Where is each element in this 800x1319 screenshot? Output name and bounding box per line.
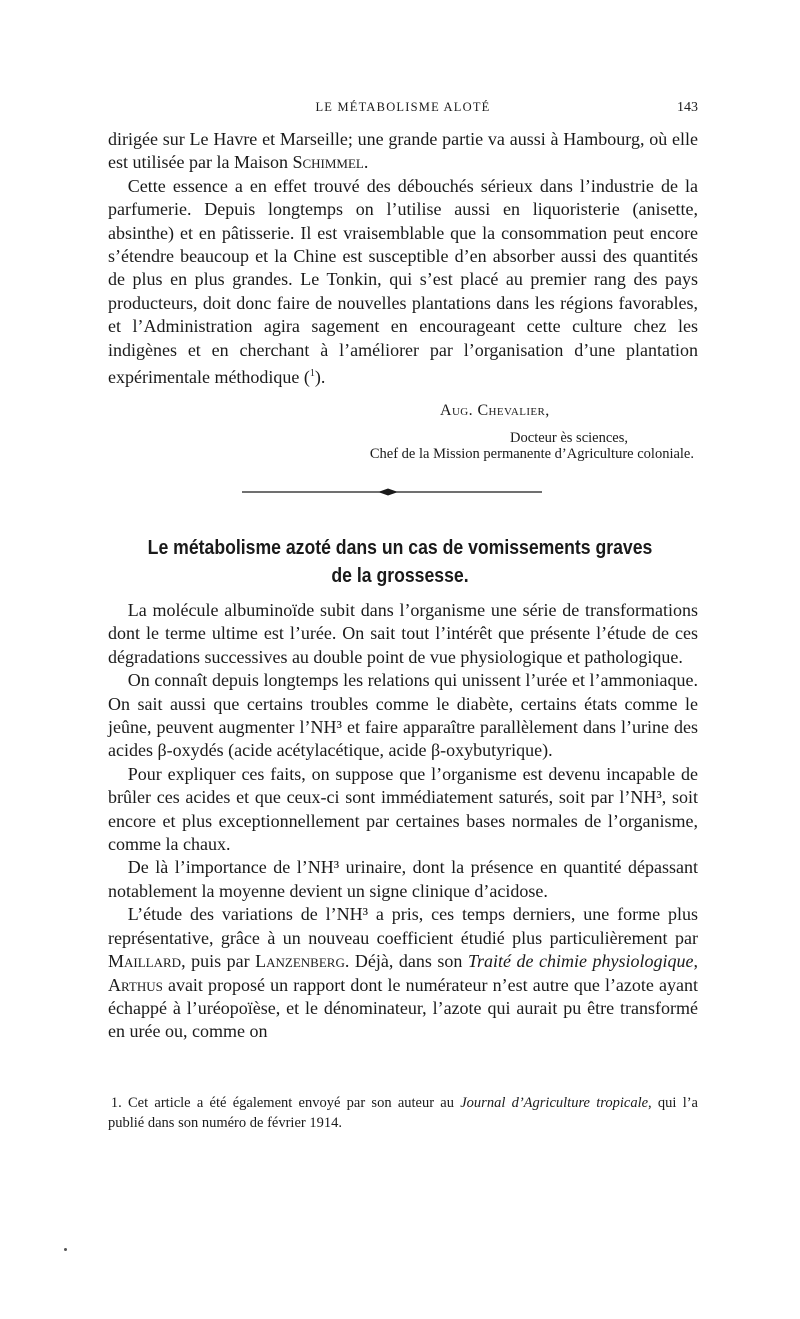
text-run: , puis par (181, 951, 256, 972)
article-title (133, 534, 666, 590)
paragraph: On connaît depuis longtemps les relations qui unissent l’urée et l’ammoniaque. On sait aussi que certains troubles comme le diabète, certains états comme le jeûne, peuvent augmenter l’NH³ et faire apparaître parallèlement dans l’urine des acides β-oxydés (acide acétylacétique, acide β-oxybutyrique). (108, 670, 698, 761)
print-speck (64, 1248, 67, 1251)
author-affiliation: Chef de la Mission permanente d’Agriculture coloniale. (369, 446, 694, 462)
footnote (108, 1093, 698, 1133)
paragraph (108, 128, 698, 175)
text-run: . Déjà, dans son (344, 951, 468, 972)
paragraph: De là l’importance de l’NH³ urinaire, dont la présence en quantité dépassant notablement la moyenne devient un signe clinique d’acidose. (108, 857, 698, 901)
paragraph: La molécule albuminoïde subit dans l’organisme une série de transformations dont le terme ultime est l’urée. On sait tout l’intérêt que présente l’étude de ces dégradations successives au double point de vue physiologique et pathologique. (108, 600, 698, 667)
text-run: Cette essence a en effet trouvé des débouchés sérieux dans l’industrie de la parfumerie. Depuis longtemps on l’utilise aussi en liquoristerie (anisette, absinthe) et en pâtisserie. Il est vraisemblable que la consommation peut encore s’étendre beaucoup et la Chine est susceptible d’en absorber aussi des quantités de plus en plus grandes. Le Tonkin, qui s’est placé au premier rang des pays producteurs, doit donc faire de nouvelles plantations dans les régions favorables, et l’Administration agira sagement en encourageant cette culture chez les indigènes et en cherchant à l’améliorer par l’organisation d’une plantation expérimentale méthodique ( (108, 175, 698, 388)
paragraph (108, 175, 698, 390)
section-divider-ornament (242, 484, 542, 500)
text-run: dirigée sur Le Havre et Marseille; une grande partie va aussi à Hambourg, où elle est utilisée par la Maison (108, 129, 698, 173)
footnote-marker[interactable]: 1 (309, 368, 315, 380)
running-header (108, 100, 698, 120)
text-run: L’étude des variations de l’NH³ a pris, ces temps derniers, une forme plus représentative, grâce à un nouveau coefficient étudié plus particulièrement par (108, 904, 698, 948)
article-body (108, 599, 698, 1044)
text-run: . (363, 152, 369, 173)
author-name: Maillard (108, 951, 182, 972)
article-title-line: de la grossesse. (331, 564, 469, 587)
text-run: ). (314, 367, 326, 388)
footnote-text (108, 1093, 698, 1133)
company-name: Schimmel (292, 152, 364, 173)
text-run: , qui l’a publié dans son numéro de février 1914. (108, 1095, 698, 1131)
article-title-line: Le métabolisme azoté dans un cas de vomissements graves (147, 536, 653, 559)
text-run: avait proposé un rapport dont le numérateur n’est autre que l’azote ayant échappé à l’uréopoïèse, et le dénominateur, l’azote qui aurait pu être transformé en urée ou, comme on (108, 974, 698, 1042)
journal-title: Journal d’Agriculture tropicale (460, 1095, 649, 1111)
book-title: Traité de chimie physiologique (467, 951, 694, 972)
author-name: Lanzenberg (255, 951, 345, 972)
text-run: 1. Cet article a été également envoyé par son auteur au (110, 1095, 461, 1111)
text-run: , (693, 951, 699, 972)
author-signature: Aug. Chevalier, (440, 402, 550, 419)
running-title: LE MÉTABOLISME ALOTÉ (315, 100, 491, 114)
page-number: 143 (677, 100, 698, 115)
author-title: Docteur ès sciences, (510, 430, 628, 446)
author-name: Arthus (108, 974, 163, 995)
previous-article-text (108, 128, 698, 389)
paragraph (108, 903, 698, 1043)
paragraph: Pour expliquer ces faits, on suppose que l’organisme est devenu incapable de brûler ces acides et que ceux-ci sont immédiatement saturés, soit par l’NH³, soit encore et plus exceptionnellement par certaines bases normales de l’organisme, comme la chaux. (108, 763, 698, 855)
